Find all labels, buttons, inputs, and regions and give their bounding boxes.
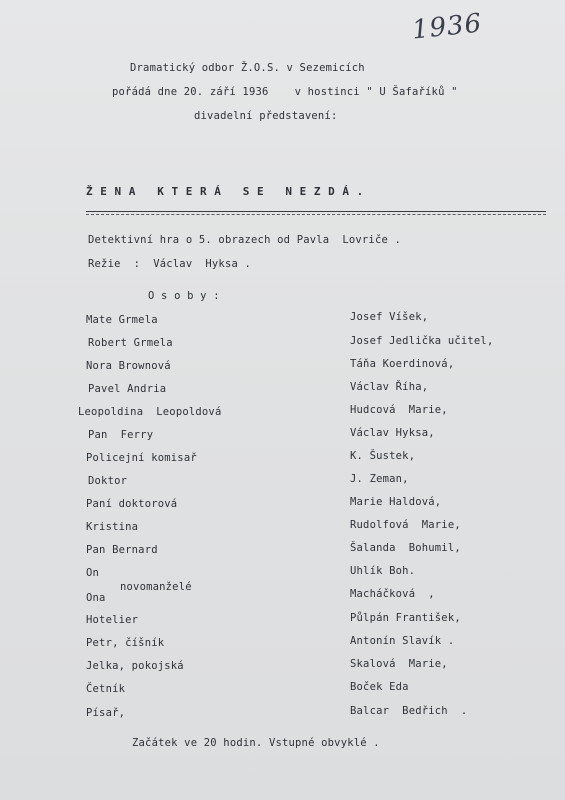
footer-note: Začátek ve 20 hodin. Vstupné obvyklé . — [132, 737, 380, 749]
subtitle: Detektivní hra o 5. obrazech od Pavla Lovriče . — [88, 234, 402, 246]
title-underline-2 — [86, 214, 546, 215]
actor-name: Macháčková , — [350, 588, 435, 600]
actor-name: Marie Haldová, — [350, 496, 442, 508]
actor-name: Skalová Marie, — [350, 658, 448, 670]
role-name: Leopoldina Leopoldová — [78, 406, 222, 418]
role-name: Kristina — [86, 521, 139, 533]
actor-name: Uhlík Boh. — [350, 565, 416, 577]
actor-name: Šalanda Bohumil, — [350, 542, 461, 554]
role-name: Pan Bernard — [86, 544, 158, 556]
role-name: Ona — [86, 592, 106, 604]
actor-name: Antonín Slavík . — [350, 635, 455, 647]
actor-name: Josef Jedlička učitel, — [350, 335, 494, 347]
actor-name: Balcar Bedřich . — [350, 705, 468, 717]
actor-name: Půlpán František, — [350, 612, 461, 624]
header-line-1: Dramatický odbor Ž.O.S. v Sezemicích — [130, 62, 365, 74]
cast-heading: O s o b y : — [148, 290, 220, 302]
actor-name: Boček Eda — [350, 681, 409, 693]
role-name: Pavel Andria — [88, 383, 167, 395]
couple-note: novomanželé — [120, 581, 192, 593]
actor-name: Josef Víšek, — [350, 311, 429, 323]
header-line-3: divadelní představení: — [194, 110, 338, 122]
handwritten-year: 1936 — [410, 8, 484, 46]
actor-name: Táňa Koerdinová, — [350, 358, 455, 370]
role-name: Nora Brownová — [86, 360, 171, 372]
role-name: Petr, číšník — [86, 637, 165, 649]
actor-name: Václav Hyksa, — [350, 427, 435, 439]
play-title: Ž E N A K T E R Á S E N E Z D Á . — [86, 185, 364, 198]
actor-name: Václav Říha, — [350, 381, 429, 393]
actor-name: K. Šustek, — [350, 450, 416, 462]
role-name: Hotelier — [86, 614, 139, 626]
role-name: Četník — [86, 683, 126, 695]
role-name: Mate Grmela — [86, 314, 158, 326]
role-name: Robert Grmela — [88, 337, 173, 349]
actor-name: J. Zeman, — [350, 473, 409, 485]
actor-name: Rudolfová Marie, — [350, 519, 461, 531]
role-name: Písař, — [86, 707, 126, 719]
title-underline — [86, 211, 546, 212]
role-name: Pan Ferry — [88, 429, 154, 441]
role-name: Paní doktorová — [86, 498, 178, 510]
actor-name: Hudcová Marie, — [350, 404, 448, 416]
header-line-2: pořádá dne 20. září 1936 v hostinci " U Šafaříků " — [112, 86, 458, 98]
role-name: Doktor — [88, 475, 128, 487]
role-name: Policejní komisař — [86, 452, 197, 464]
role-name: Jelka, pokojská — [86, 660, 184, 672]
role-name: On — [86, 567, 100, 579]
director: Režie : Václav Hyksa . — [88, 258, 252, 270]
